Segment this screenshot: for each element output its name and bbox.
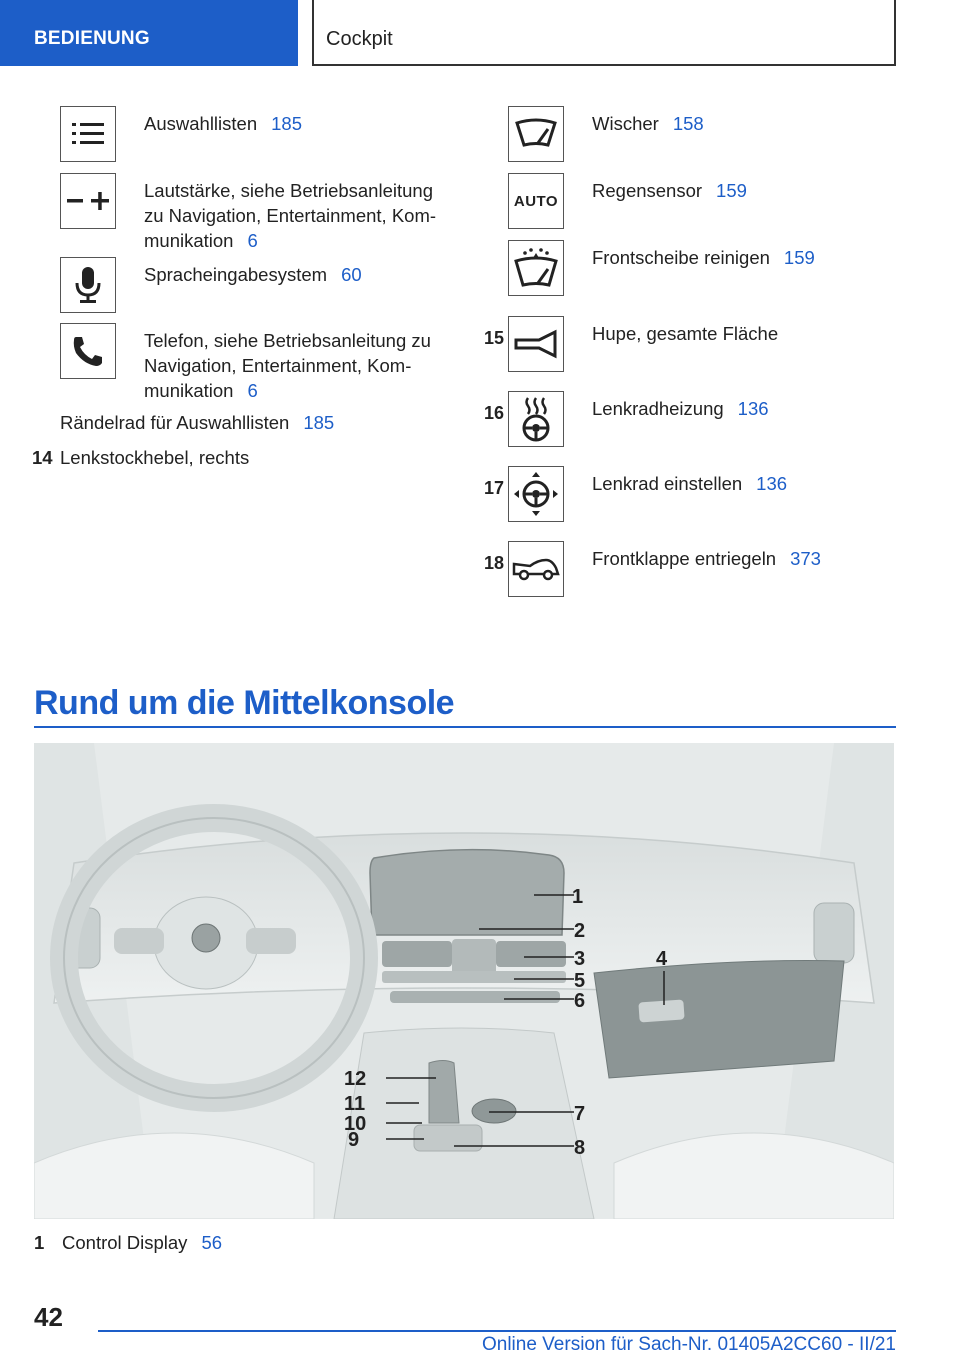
list-item	[508, 173, 928, 240]
item-text: Lenkstockhebel, rechts	[60, 447, 250, 468]
item-text: Lenkrad einstellen	[592, 473, 743, 494]
item-text: Spracheingabesystem	[144, 264, 328, 285]
page-reference[interactable]: 6	[247, 380, 258, 401]
auto-icon: AUTO	[508, 173, 564, 229]
item-text: Auswahllisten	[144, 113, 258, 134]
list-item	[60, 173, 452, 257]
callout-3: 3	[574, 948, 586, 970]
item-text: Lautstärke, siehe Betriebsanleitung zu Navigation, Entertainment, Kommunikation	[144, 180, 437, 251]
callout-10: 10	[344, 1113, 367, 1135]
item-text: Rändelrad für Auswahllisten	[60, 412, 290, 433]
page-header	[0, 0, 960, 66]
callout-5: 5	[574, 970, 586, 992]
list-item	[60, 106, 452, 173]
right-column	[483, 106, 928, 616]
microphone-icon	[60, 257, 116, 313]
page-reference[interactable]: 185	[271, 113, 302, 134]
item-number: 15	[483, 328, 504, 348]
page-reference[interactable]: 56	[201, 1232, 223, 1253]
heading-rule	[34, 726, 896, 728]
list-item	[483, 466, 928, 541]
center-console-figure	[34, 743, 894, 1219]
page-reference[interactable]: 136	[756, 473, 788, 494]
page-reference[interactable]: 60	[341, 264, 362, 285]
caption-number: 1	[34, 1232, 45, 1253]
item-text: Frontklappe entriegeln	[592, 548, 777, 569]
section-heading: Rund um die Mittelkonsole	[34, 684, 455, 722]
list-item	[60, 257, 452, 323]
callout-1: 1	[572, 886, 584, 908]
item-number: 14	[32, 447, 53, 468]
item-text: Hupe, gesamte Fläche	[592, 323, 779, 344]
item-number: 18	[483, 553, 504, 573]
figure-caption	[34, 1232, 222, 1254]
page-reference[interactable]: 185	[303, 412, 335, 433]
chapter-title: Cockpit	[312, 0, 896, 66]
steering-adjust-icon	[508, 466, 564, 522]
section-tab[interactable]: BEDIENUNG	[0, 0, 298, 66]
footer-rule	[98, 1330, 896, 1332]
page-reference[interactable]: 373	[790, 548, 821, 569]
callout-9: 9	[348, 1129, 360, 1151]
callout-2: 2	[574, 920, 586, 942]
minus-plus-icon	[60, 173, 116, 229]
page-reference[interactable]: 158	[672, 113, 704, 134]
callout-4: 4	[656, 948, 668, 970]
wiper-icon	[508, 106, 564, 162]
callout-8: 8	[574, 1137, 586, 1159]
item-text: Telefon, siehe Betriebsanleitung zu Navigation, Entertainment, Kommunikation	[144, 330, 431, 401]
list-item	[508, 106, 928, 173]
horn-icon	[508, 316, 564, 372]
item-number: 16	[483, 403, 504, 423]
list-item	[483, 541, 928, 616]
list-item	[483, 391, 928, 466]
list-item	[32, 445, 452, 475]
page-reference[interactable]: 159	[783, 247, 815, 268]
callout-6: 6	[574, 990, 586, 1012]
item-number: 17	[483, 478, 504, 498]
left-column	[32, 106, 452, 475]
list-item	[508, 240, 928, 316]
callout-11: 11	[344, 1093, 366, 1115]
caption-text: Control Display	[62, 1232, 188, 1253]
page-number: 42	[34, 1302, 63, 1332]
item-text: Lenkradheizung	[592, 398, 724, 419]
list-item	[60, 407, 452, 445]
windshield-washer-icon	[508, 240, 564, 296]
phone-icon	[60, 323, 116, 379]
list-item	[60, 323, 452, 407]
callout-7: 7	[574, 1103, 586, 1125]
page-reference[interactable]: 159	[716, 180, 747, 201]
page-reference[interactable]: 136	[737, 398, 769, 419]
list-item	[483, 316, 928, 391]
bonnet-release-icon	[508, 541, 564, 597]
center-console-illustration	[34, 743, 894, 1219]
page-reference[interactable]: 6	[247, 230, 258, 251]
item-text: Wischer	[592, 113, 659, 134]
item-text: Frontscheibe reinigen	[592, 247, 770, 268]
footer-text: Online Version für Sach-Nr. 01405A2CC60 - II/21	[481, 1334, 896, 1355]
steering-heat-icon	[508, 391, 564, 447]
list-icon	[60, 106, 116, 162]
callout-12: 12	[344, 1068, 367, 1090]
item-text: Regensensor	[592, 180, 703, 201]
